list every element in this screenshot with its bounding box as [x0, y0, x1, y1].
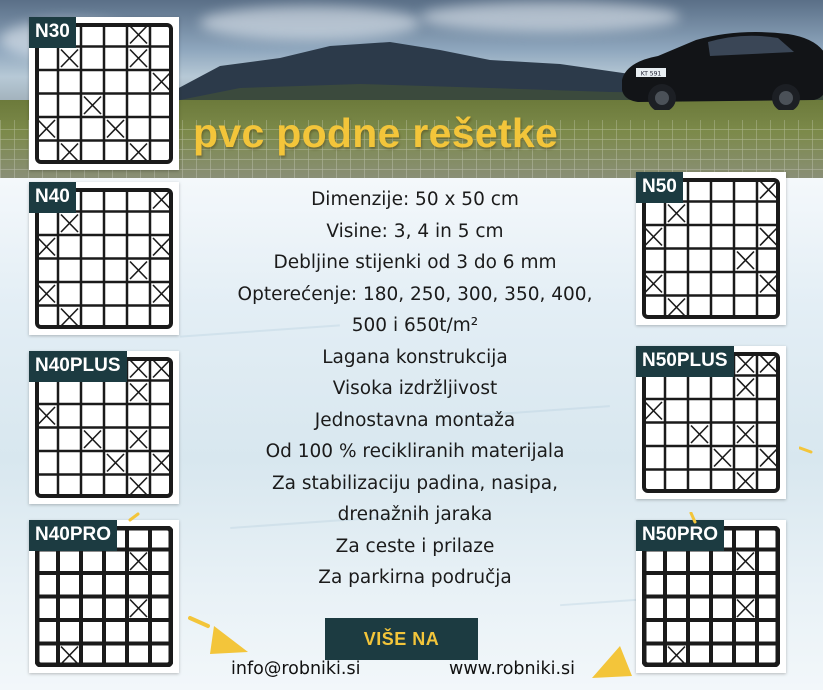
yellow-arrow-icon	[188, 612, 250, 658]
yellow-dash	[799, 446, 813, 454]
product-card-n40[interactable]	[29, 182, 179, 335]
product-label: N30	[29, 17, 76, 48]
feature-item: Za parkirna područja	[318, 567, 512, 588]
feature-item: Za ceste i prilaze	[335, 535, 495, 557]
yellow-arrow-icon	[586, 640, 636, 684]
product-label: N40	[29, 182, 76, 213]
product-label: N40PRO	[29, 520, 117, 551]
headline: pvc podne rešetke	[193, 110, 559, 156]
yellow-dash	[689, 512, 699, 524]
vise-na-button[interactable]: VIŠE NA	[325, 618, 478, 660]
product-card-n50pro[interactable]	[636, 520, 786, 673]
feature-item: Debljine stijenki od 3 do 6 mm	[273, 252, 557, 273]
product-label: N50	[636, 172, 683, 203]
feature-item: Visine: 3, 4 in 5 cm	[326, 220, 504, 242]
feature-item: Dimenzije: 50 x 50 cm	[311, 189, 519, 210]
product-card-n50[interactable]	[636, 172, 786, 325]
product-card-n50plus[interactable]	[636, 346, 786, 499]
product-label: N50PLUS	[636, 346, 734, 377]
feature-item: Lagana konstrukcija	[322, 346, 508, 368]
website-link[interactable]: www.robniki.si	[449, 659, 576, 679]
yellow-dash	[128, 512, 140, 522]
feature-item: Opterećenje: 180, 250, 300, 350, 400,	[237, 283, 593, 305]
feature-item: 500 i 650t/m²	[351, 315, 479, 336]
product-label: N40PLUS	[29, 351, 127, 382]
product-card-n30[interactable]	[29, 17, 179, 170]
cloud	[200, 6, 420, 40]
product-label: N50PRO	[636, 520, 724, 551]
product-card-n40pro[interactable]	[29, 520, 179, 673]
feature-item: Visoka izdržljivost	[332, 378, 498, 399]
car-image	[618, 18, 823, 110]
feature-item: drenažnih jaraka	[337, 504, 493, 525]
feature-item: Za stabilizaciju padina, nasipa,	[272, 472, 558, 494]
feature-item: Jednostavna montaža	[314, 409, 516, 431]
feature-list	[190, 184, 640, 594]
product-card-n40plus[interactable]	[29, 351, 179, 504]
license-plate: KT 591	[640, 70, 662, 78]
feature-item: Od 100 % recikliranih materijala	[265, 441, 565, 462]
email-link[interactable]: info@robniki.si	[231, 659, 361, 679]
